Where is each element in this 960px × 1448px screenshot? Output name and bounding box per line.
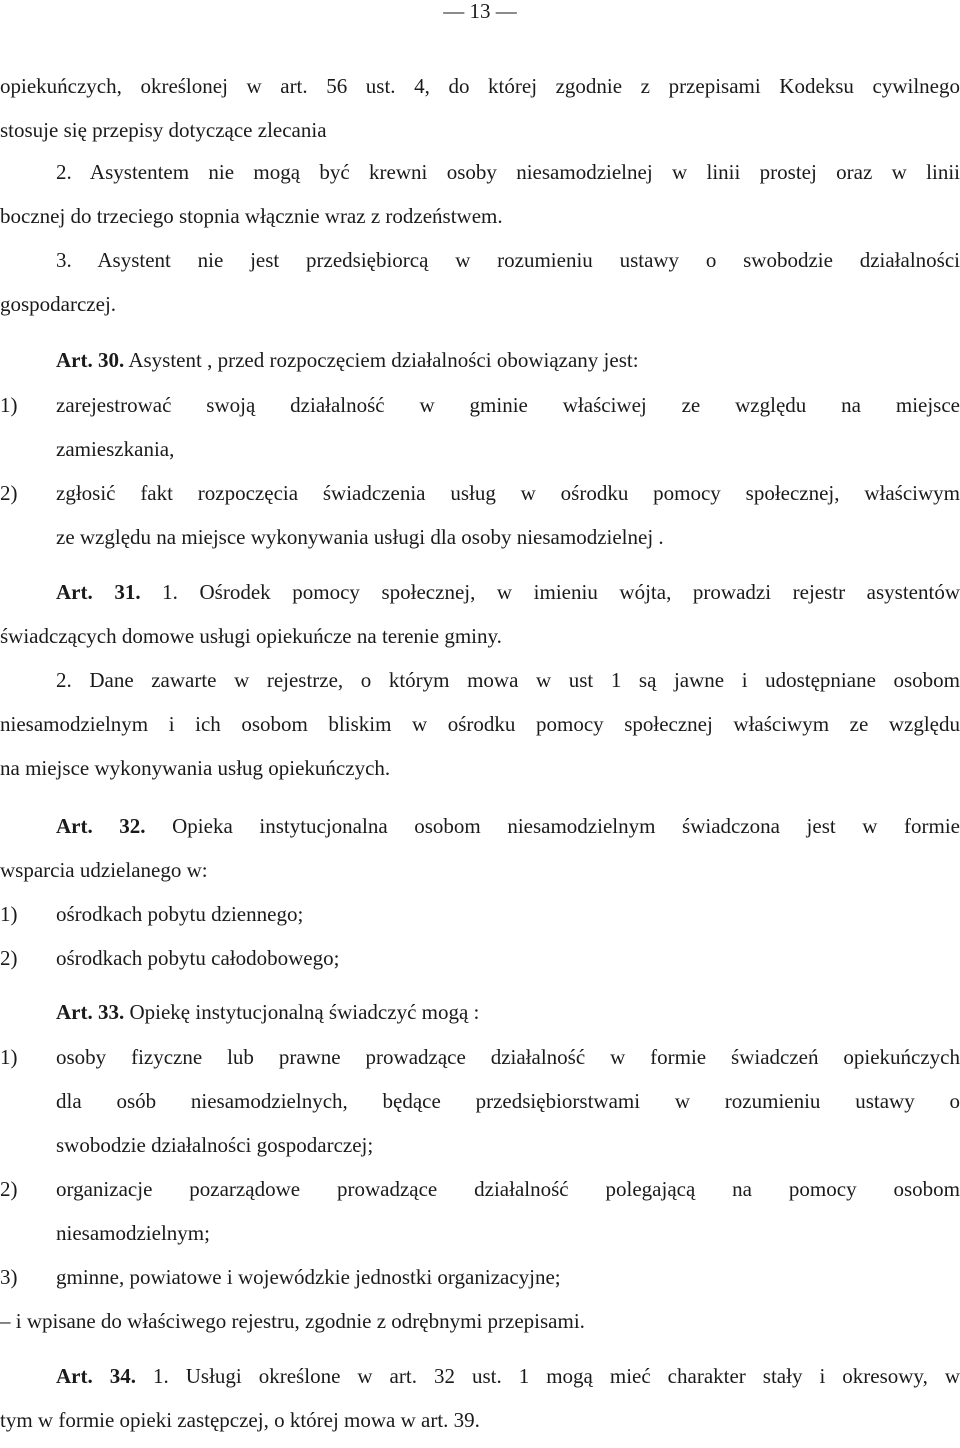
text-line: swobodzie działalności gospodarczej; xyxy=(56,1133,374,1157)
text-line: ośrodkach pobytu całodobowego; xyxy=(56,946,340,970)
article-label: Art. 30. xyxy=(56,348,125,372)
article-label: Art. 31. xyxy=(56,580,141,604)
text-line: gminne, powiatowe i wojewódzkie jednostki organizacyjne; xyxy=(56,1265,561,1289)
text-line: na miejsce wykonywania usług opiekuńczych. xyxy=(0,756,391,780)
text-line: niesamodzielnym; xyxy=(56,1221,210,1245)
text-line: 2. Dane zawarte w rejestrze, o którym mowa w ust 1 są jawne i udostępniane osobom xyxy=(56,668,960,692)
text-line: gospodarczej. xyxy=(0,292,117,316)
list-number: 2) xyxy=(0,946,18,970)
text-line: organizacje pozarządowe prowadzące działalność polegającą na pomocy osobom xyxy=(56,1177,960,1201)
text-line: osoby fizyczne lub prawne prowadzące działalność w formie świadczeń opiekuńczych xyxy=(56,1045,960,1069)
page-number: — 13 — xyxy=(443,0,517,23)
list-number: 3) xyxy=(0,1265,18,1289)
text-line: stosuje się przepisy dotyczące zlecania xyxy=(0,118,327,142)
text-line: Art. 34. 1. Usługi określone w art. 32 ust. 1 mogą mieć charakter stały i okresowy, w xyxy=(56,1364,960,1388)
text-line: zgłosić fakt rozpoczęcia świadczenia usług w ośrodku pomocy społecznej, właściwym xyxy=(56,481,960,505)
list-number: 2) xyxy=(0,1177,18,1201)
text-line: opiekuńczych, określonej w art. 56 ust. 4, do której zgodnie z przepisami Kodeksu cywilnego xyxy=(0,74,960,98)
text-line: 2. Asystentem nie mogą być krewni osoby niesamodzielnej w linii prostej oraz w linii xyxy=(56,160,960,184)
text-line: Art. 32. Opieka instytucjonalna osobom niesamodzielnym świadczona jest w formie xyxy=(56,814,960,838)
text-line: 3. Asystent nie jest przedsiębiorcą w rozumieniu ustawy o swobodzie działalności xyxy=(56,248,960,272)
text-line: bocznej do trzeciego stopnia włącznie wraz z rodzeństwem. xyxy=(0,204,503,228)
list-number: 1) xyxy=(0,1045,18,1069)
text-line: wsparcia udzielanego w: xyxy=(0,858,208,882)
text-line: – i wpisane do właściwego rejestru, zgodnie z odrębnymi przepisami. xyxy=(0,1309,585,1333)
text-line: zamieszkania, xyxy=(56,437,175,461)
text-line: niesamodzielnym i ich osobom bliskim w ośrodku pomocy społecznej właściwym ze względu xyxy=(0,712,960,736)
text-line: zarejestrować swoją działalność w gminie właściwej ze względu na miejsce xyxy=(56,393,960,417)
text-line: Art. 31. 1. Ośrodek pomocy społecznej, w imieniu wójta, prowadzi rejestr asystentów xyxy=(56,580,960,604)
article-label: Art. 33. xyxy=(56,1000,125,1024)
text-line: świadczących domowe usługi opiekuńcze na terenie gminy. xyxy=(0,624,502,648)
article-label: Art. 34. xyxy=(56,1364,136,1388)
text-line: tym w formie opieki zastępczej, o której mowa w art. 39. xyxy=(0,1408,480,1432)
text-line: Art. 33. Opiekę instytucjonalną świadczyć mogą : xyxy=(56,1000,480,1024)
text-line: ośrodkach pobytu dziennego; xyxy=(56,902,304,926)
text-line: dla osób niesamodzielnych, będące przedsiębiorstwami w rozumieniu ustawy o xyxy=(56,1089,960,1113)
list-number: 2) xyxy=(0,481,18,505)
text-line: ze względu na miejsce wykonywania usługi dla osoby niesamodzielnej . xyxy=(56,525,664,549)
article-label: Art. 32. xyxy=(56,814,146,838)
list-number: 1) xyxy=(0,393,18,417)
list-number: 1) xyxy=(0,902,18,926)
text-line: Art. 30. Asystent , przed rozpoczęciem działalności obowiązany jest: xyxy=(56,348,639,372)
